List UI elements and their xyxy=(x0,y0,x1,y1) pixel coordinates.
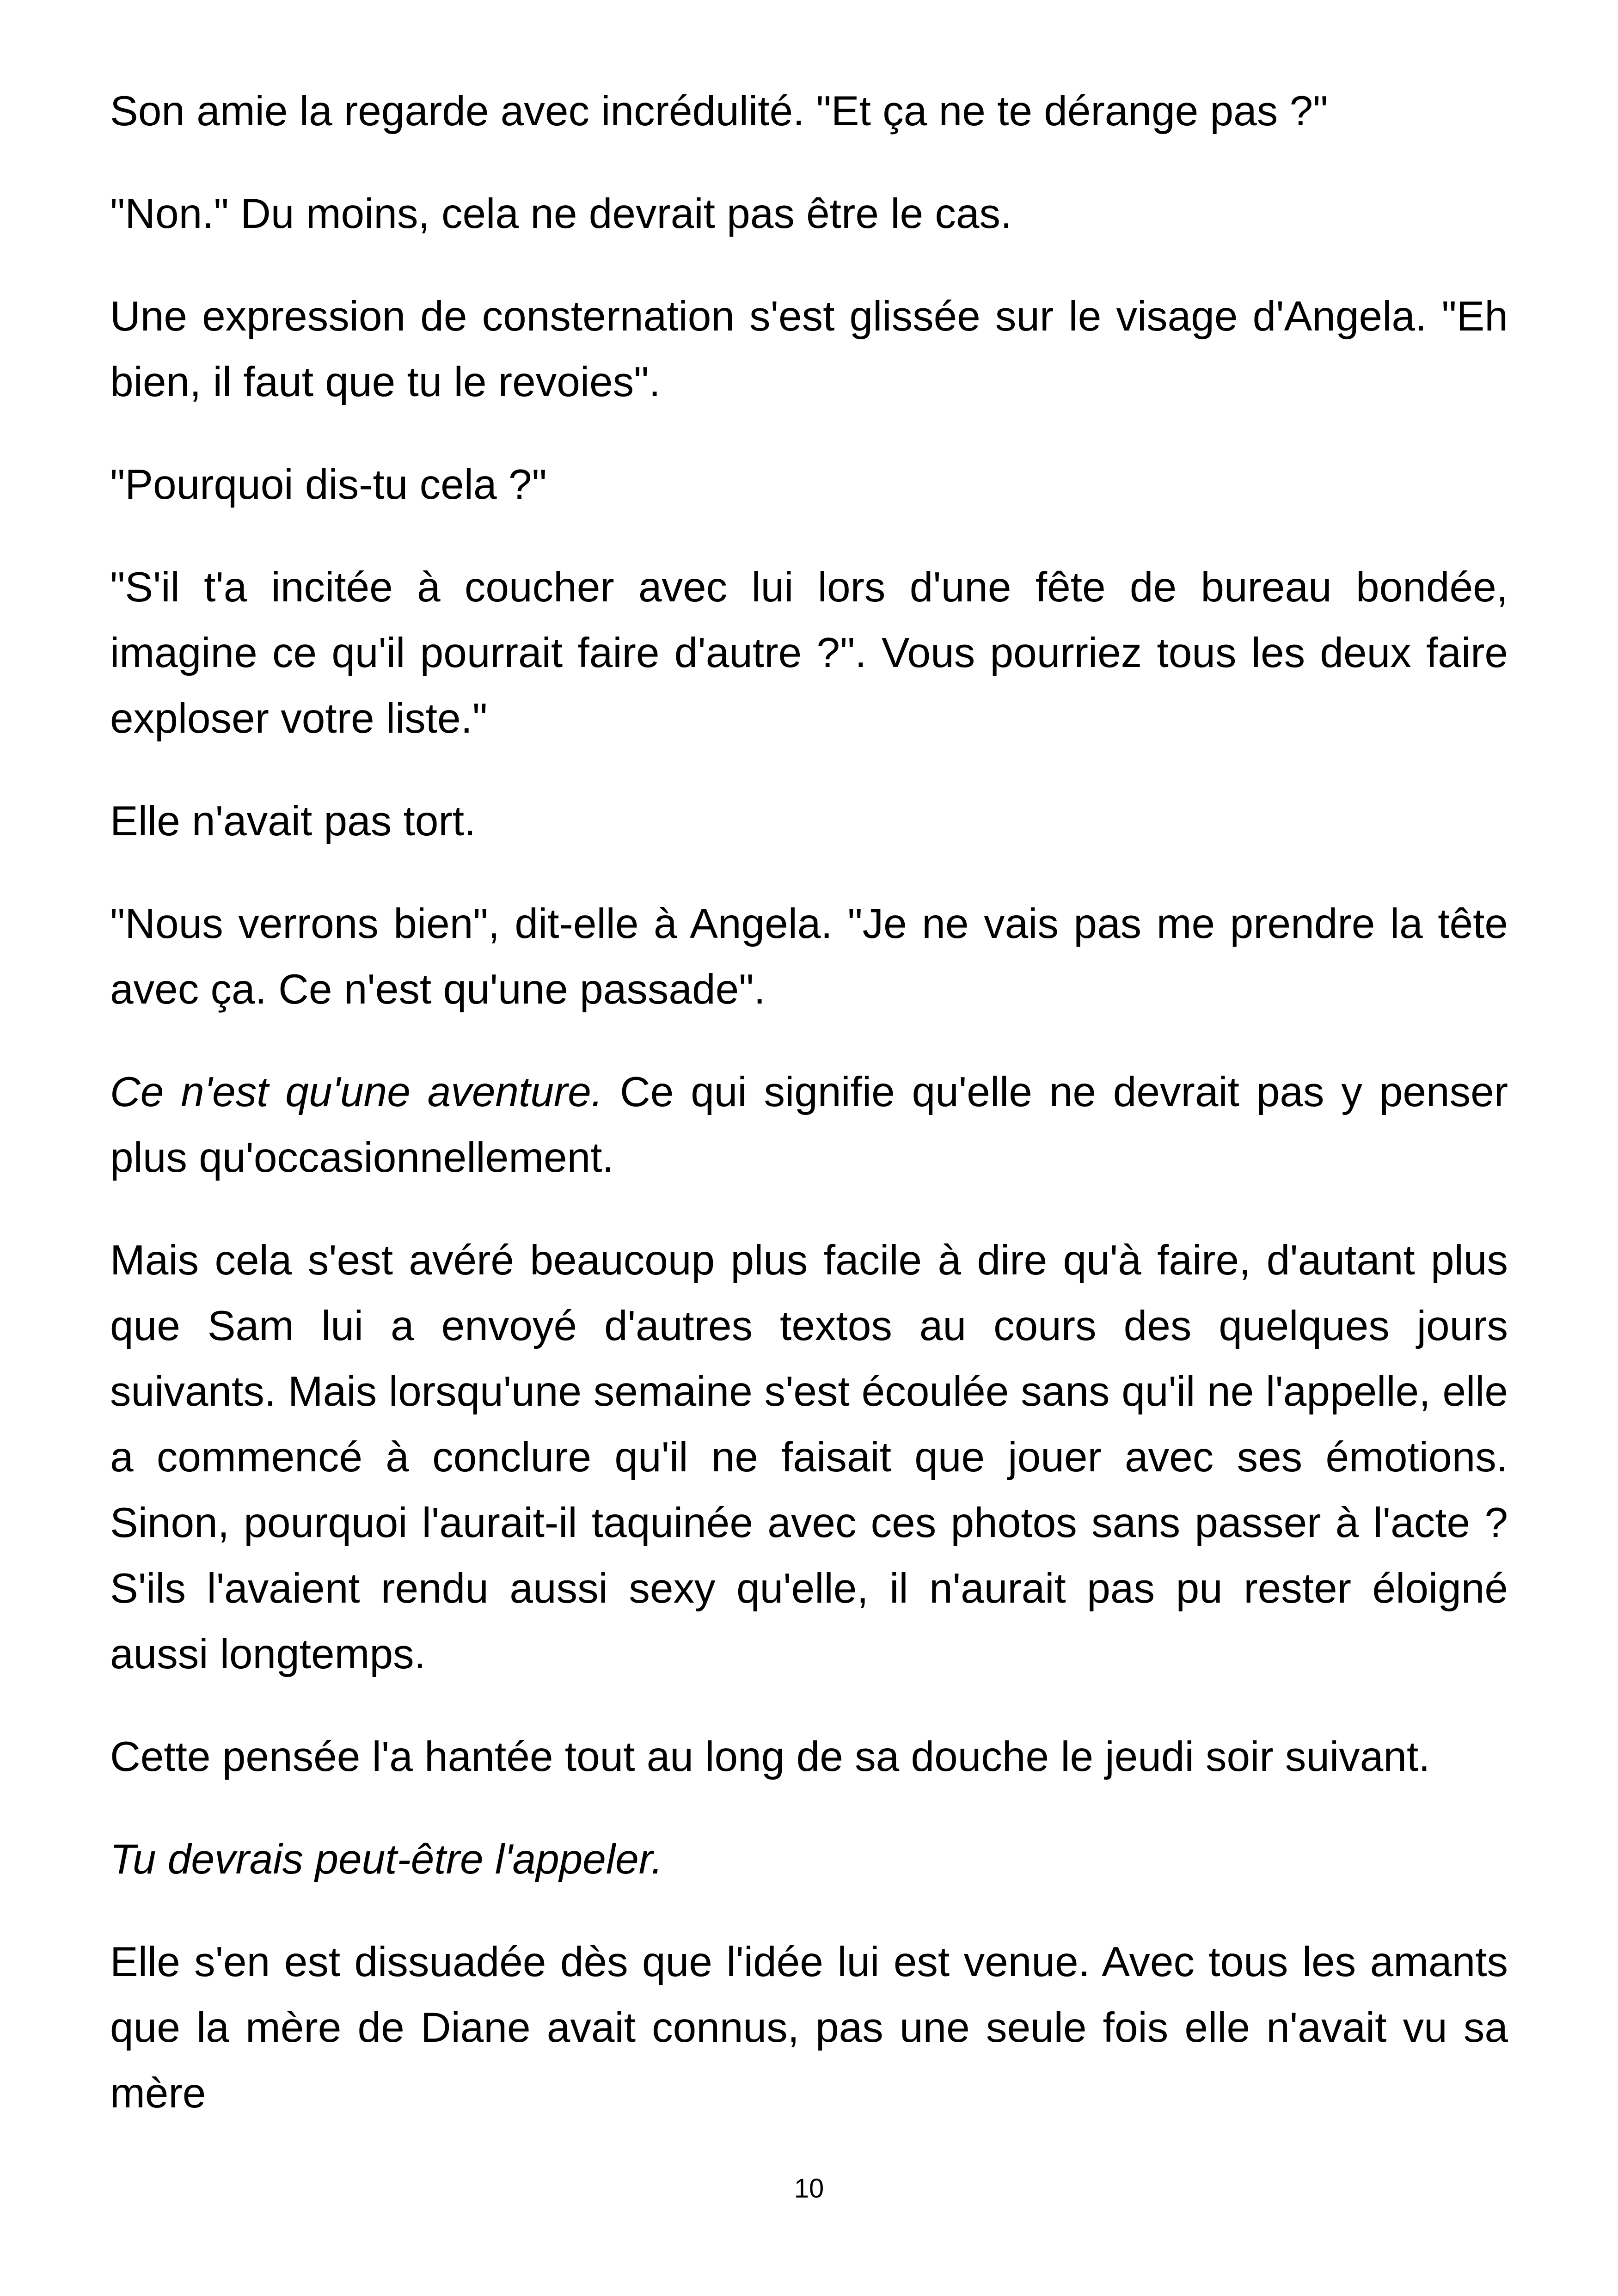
paragraph-8 xyxy=(110,1059,1508,1191)
paragraph-2 xyxy=(110,181,1508,247)
paragraph-italic-text: Tu devrais peut-être l'appeler. xyxy=(110,1836,663,1883)
paragraph-text: Mais cela s'est avéré beaucoup plus facile à dire qu'à faire, d'autant plus que Sam lui a envoyé d'autres textos au cours des quelques jours suivants. Mais lorsqu'une semaine s'est écoulée sans qu'il ne l'appelle, elle a commencé à conclure qu'il ne faisait que jouer avec ses émotions. Sinon, pourquoi l'aurait-il taquinée avec ces photos sans passer à l'acte ? S'ils l'avaient rendu aussi sexy qu'elle, il n'aurait pas pu rester éloigné aussi longtemps. xyxy=(110,1237,1508,1678)
paragraph-text: Ce qui signifie qu'elle ne devrait pas y penser plus qu'occasionnellement. xyxy=(110,1069,1508,1181)
paragraph-12 xyxy=(110,1929,1508,2126)
text-body xyxy=(110,79,1508,2163)
paragraph-italic-text: Ce n'est qu'une aventure. xyxy=(110,1069,603,1115)
paragraph-10 xyxy=(110,1724,1508,1790)
paragraph-text: Son amie la regarde avec incrédulité. "Et ça ne te dérange pas ?" xyxy=(110,88,1328,135)
paragraph-3 xyxy=(110,284,1508,415)
paragraph-9 xyxy=(110,1228,1508,1687)
paragraph-7 xyxy=(110,891,1508,1022)
paragraph-text: "S'il t'a incitée à coucher avec lui lors d'une fête de bureau bondée, imagine ce qu'il pourrait faire d'autre ?". Vous pourriez tous les deux faire exploser votre liste." xyxy=(110,564,1508,742)
page-number: 10 xyxy=(794,2174,824,2204)
paragraph-text: "Non." Du moins, cela ne devrait pas être le cas. xyxy=(110,190,1012,237)
paragraph-text: Une expression de consternation s'est glissée sur le visage d'Angela. "Eh bien, il faut que tu le revoies". xyxy=(110,293,1508,405)
paragraph-text: Elle s'en est dissuadée dès que l'idée lui est venue. Avec tous les amants que la mère de Diane avait connus, pas une seule fois elle n'avait vu sa mère xyxy=(110,1939,1508,2117)
paragraph-text: "Pourquoi dis-tu cela ?" xyxy=(110,461,547,508)
paragraph-text: Cette pensée l'a hantée tout au long de sa douche le jeudi soir suivant. xyxy=(110,1733,1430,1780)
paragraph-6 xyxy=(110,789,1508,854)
paragraph-text: Elle n'avait pas tort. xyxy=(110,798,476,845)
paragraph-4 xyxy=(110,452,1508,518)
paragraph-11 xyxy=(110,1827,1508,1892)
paragraph-1 xyxy=(110,79,1508,144)
paragraph-text: "Nous verrons bien", dit-elle à Angela. "Je ne vais pas me prendre la tête avec ça. Ce n'est qu'une passade". xyxy=(110,900,1508,1013)
paragraph-5 xyxy=(110,555,1508,752)
